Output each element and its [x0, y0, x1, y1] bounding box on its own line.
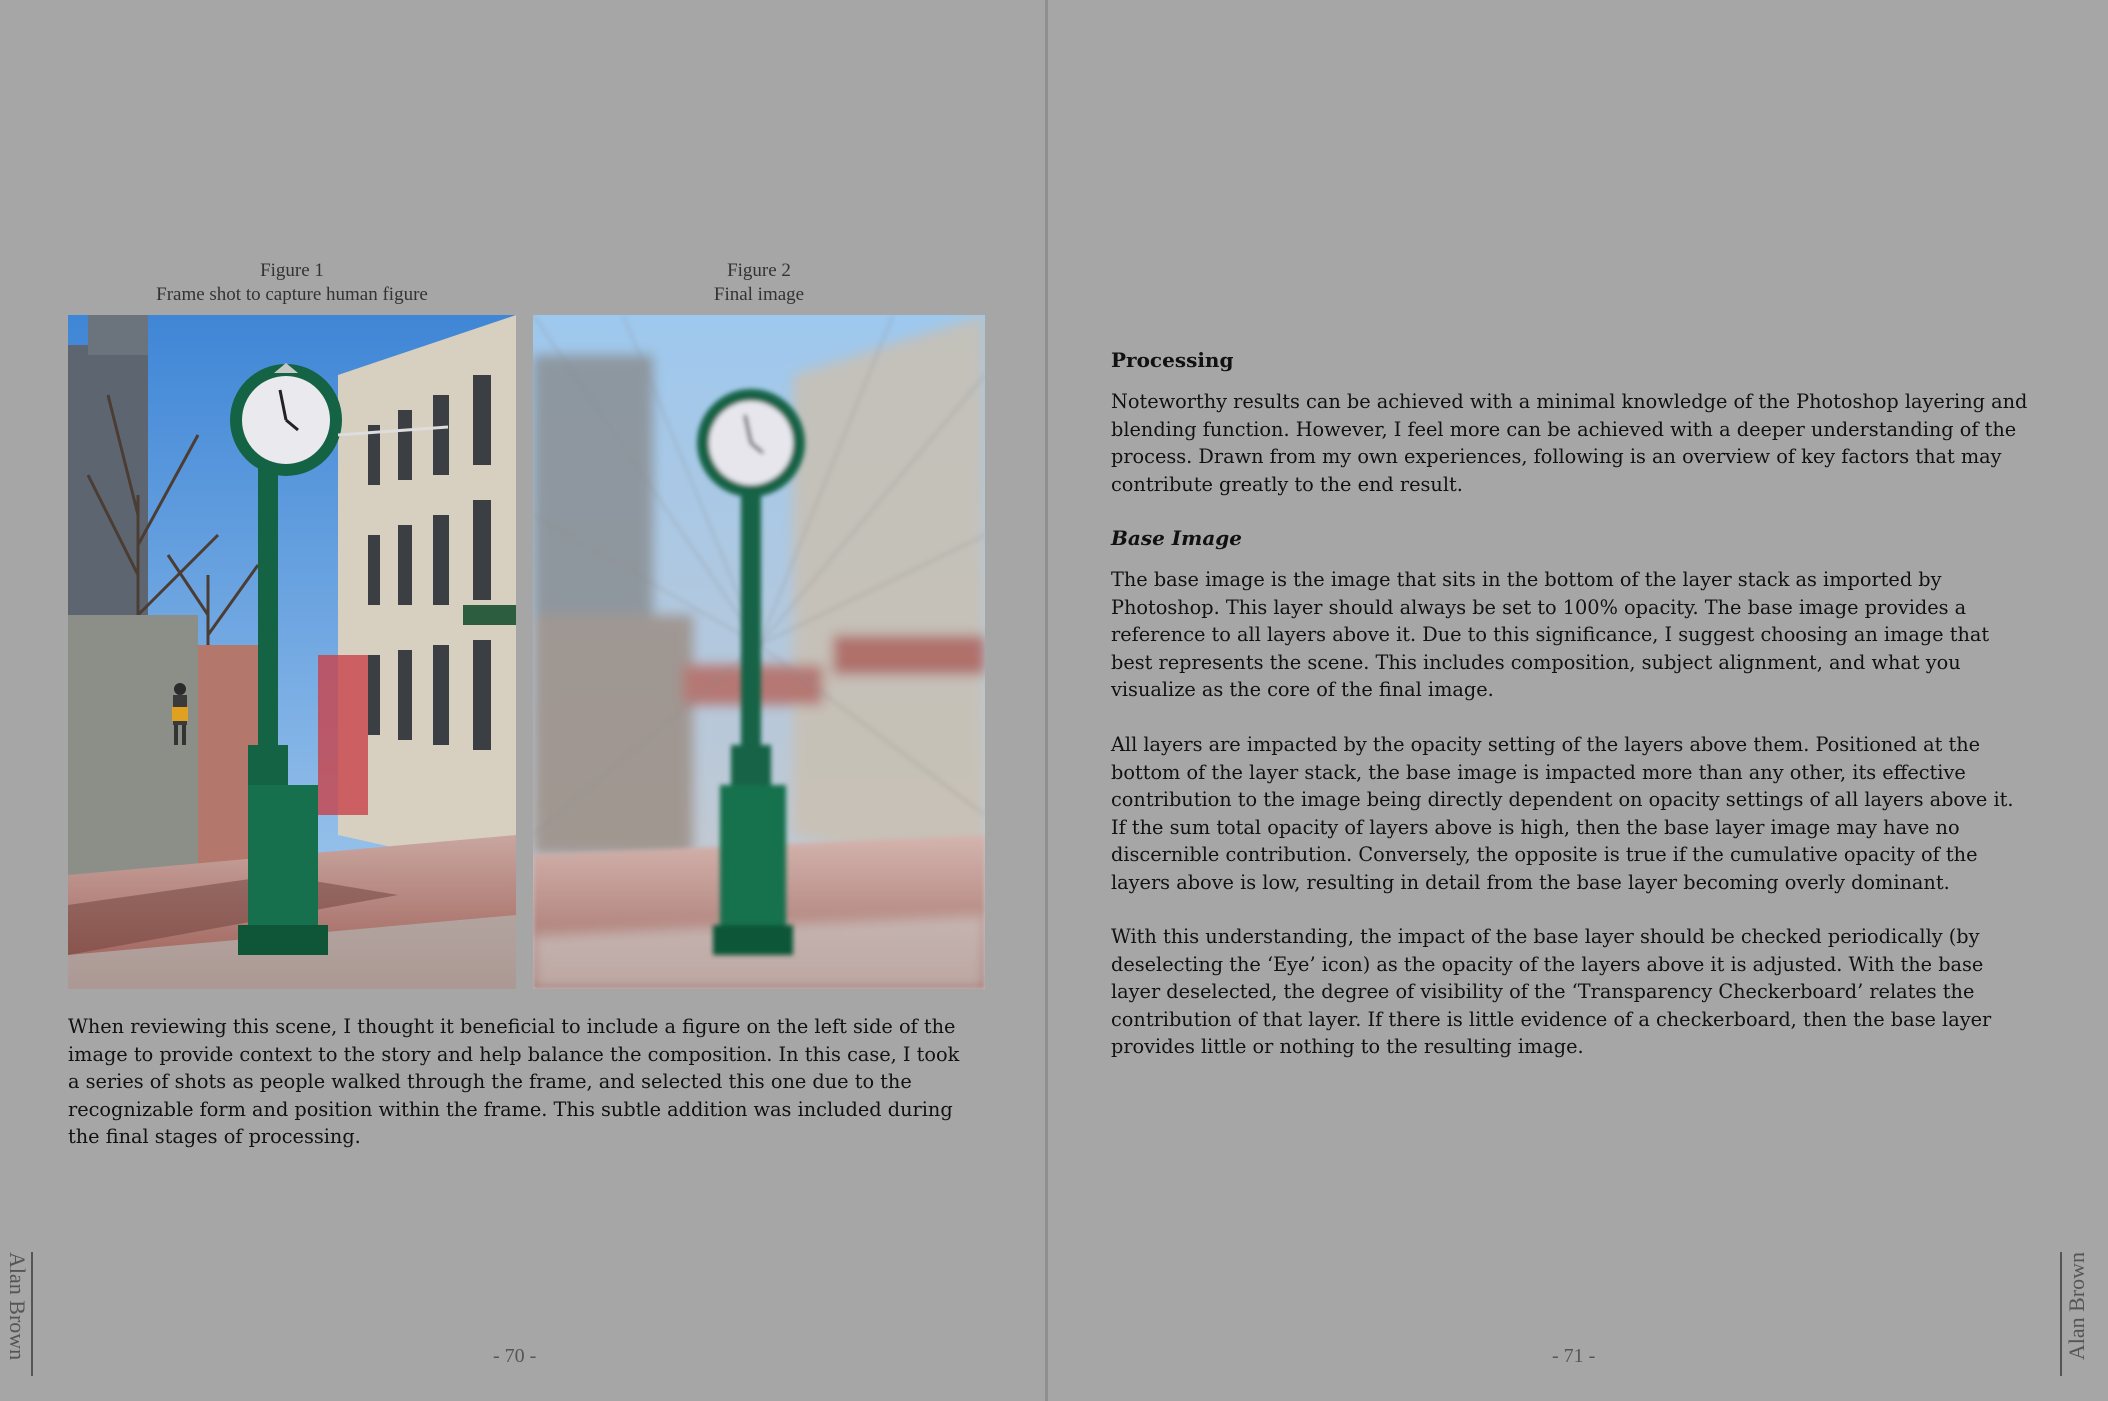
figure1-label: Figure 1: [260, 260, 324, 281]
figure1-photo: [68, 315, 516, 989]
page-number-left: - 70 -: [493, 1345, 537, 1367]
author-right: Alan Brown: [2064, 1252, 2089, 1361]
author-left: Alan Brown: [5, 1252, 30, 1361]
author-bar-right: [2060, 1252, 2062, 1376]
left-body-text: When reviewing this scene, I thought it beneficial to include a figure on the left side of the image to provide context to the story and help balance the composition. In this case, I took a series of shots as people walked through the frame, and selected this one due to the recognizable form and position within the frame. This subtle addition was included during the final stages of processing.: [68, 1015, 960, 1148]
page-gutter: [1045, 0, 1048, 1401]
figure2-photo: [533, 315, 985, 989]
section-heading: Processing: [1111, 348, 1234, 372]
author-bar-left: [31, 1252, 33, 1376]
subsection-heading: Base Image: [1111, 526, 1242, 550]
right-page: [1049, 0, 2108, 1401]
figure2-caption-text: Final image: [713, 284, 805, 305]
intro-text: Noteworthy results can be achieved with a minimal knowledge of the Photoshop layering and blending function. However, I feel more can be achieved with a deeper understanding of the process. Drawn from my own experiences, following is an overview of key factors that may contribute greatly to the end result.: [1111, 390, 2028, 496]
paragraph-1: The base image is the image that sits in the bottom of the layer stack as imported by Photoshop. This layer should always be set to 100% opacity. The base image provides a reference to all layers above it. Due to this significance, I suggest choosing an image that best represents the scene. This includes composition, subject alignment, and what you visualize as the core of the final image.: [1111, 568, 1990, 701]
paragraph-3: With this understanding, the impact of the base layer should be checked periodically (by deselecting the ‘Eye’ icon) as the opacity of the layers above it is adjusted. With the base layer deselected, the degree of visibility of the ‘Transparency Checkerboard’ relates the contribution of that layer. If there is little evidence of a checkerboard, then the base layer provides little or nothing to the resulting image.: [1111, 925, 1992, 1058]
paragraph-2: All layers are impacted by the opacity setting of the layers above them. Positioned at the bottom of the layer stack, the base image is impacted more than any other, its effective contribution to the image being directly dependent on opacity settings of all layers above it. If the sum total opacity of layers above is high, then the base layer image may have no discernible contribution. Conversely, the opposite is true if the cumulative opacity of the layers above is low, resulting in detail from the base layer becoming overly dominant.: [1111, 733, 2014, 894]
page-number-right: - 71 -: [1552, 1345, 1596, 1367]
left-page: [0, 0, 1045, 1401]
figure1-caption: [68, 259, 516, 307]
figure2-caption: [533, 259, 985, 307]
figure1-caption-text: Frame shot to capture human figure: [156, 284, 428, 305]
figure2-label: Figure 2: [727, 260, 791, 281]
